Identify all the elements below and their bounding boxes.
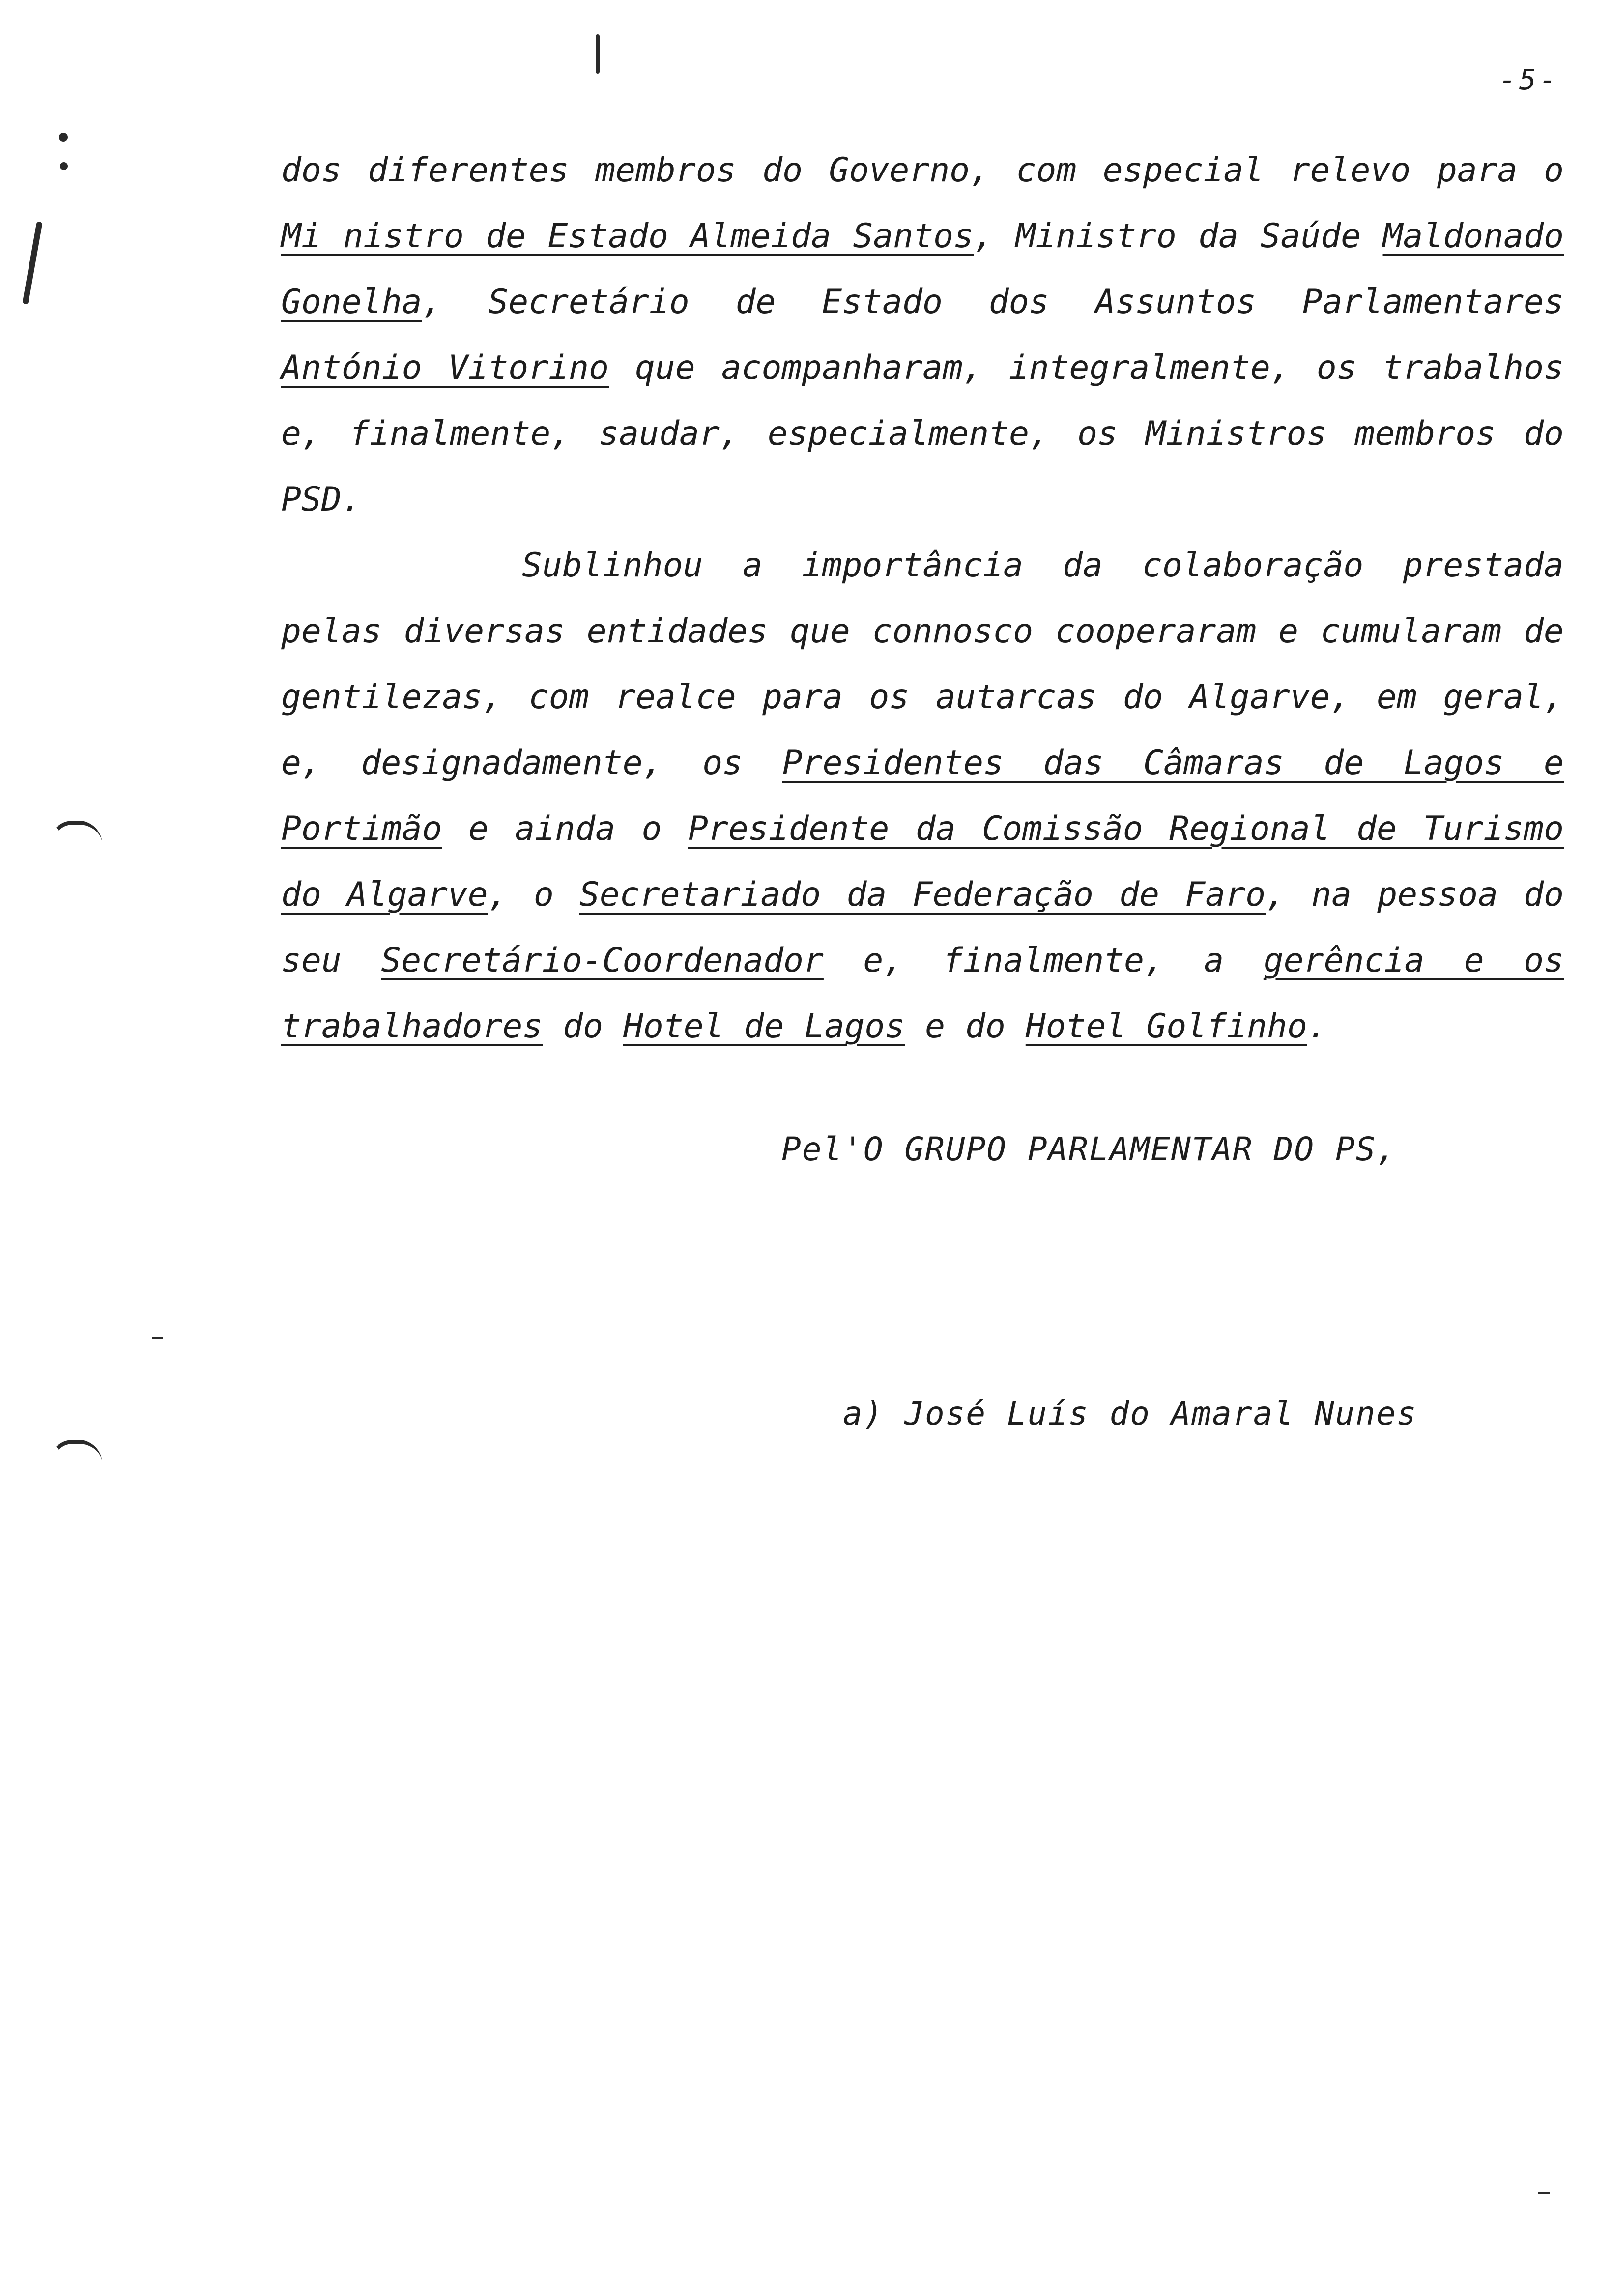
page-number: -5- (1499, 63, 1559, 96)
closing-line: Pel'O GRUPO PARLAMENTAR DO PS, (781, 1130, 1397, 1168)
underlined-text: Presidentes das Câmaras de Lagos e Portimão (281, 744, 1564, 848)
text-segment: do (543, 1007, 623, 1046)
text-segment: que acompanharam, integralmente, os trabalhos e, finalmente, saudar, especialmente, os Ministros membros do PSD. (281, 348, 1564, 519)
scan-dash-artifact (1538, 2192, 1550, 2194)
text-segment: e, finalmente, a (823, 941, 1264, 980)
signature-line: a) José Luís do Amaral Nunes (843, 1395, 1417, 1433)
underlined-text: António Vitorino (281, 348, 609, 387)
scan-stroke-artifact (22, 221, 42, 305)
paragraph-2 (281, 533, 1564, 1060)
scan-arc-artifact (49, 1440, 102, 1464)
text-segment: e do (905, 1007, 1026, 1046)
underlined-text: gerência e os trabalhadores (281, 941, 1564, 1046)
scan-arc-artifact (49, 821, 102, 844)
underlined-text: Hotel Golfinho (1025, 1007, 1307, 1046)
text-segment: , Ministro da Saúde (974, 217, 1383, 256)
text-segment: , na pessoa do seu (281, 875, 1564, 980)
underlined-text: Secretariado da Federação de Faro (579, 875, 1266, 914)
text-segment: Sublinhou a importância da colaboração prestada pelas diversas entidades que connosco cooperaram e cumularam de gentilezas, com realce para os autarcas do Algarve, em geral, e, designadamente, os (281, 546, 1564, 782)
text-segment: e ainda o (442, 809, 688, 848)
scan-stroke-artifact (596, 34, 600, 74)
scan-dot-artifact (59, 133, 68, 142)
underlined-text: Maldonado Gonelha (281, 217, 1564, 321)
document-body (281, 138, 1564, 1060)
text-segment: . (1307, 1007, 1327, 1046)
underlined-text: Secretário-Coordenador (381, 941, 824, 980)
scan-dot-artifact (60, 162, 68, 170)
scan-dash-artifact (152, 1337, 163, 1339)
text-segment: , Secretário de Estado dos Assuntos Parlamentares (422, 283, 1564, 321)
underlined-text: Hotel de Lagos (623, 1007, 905, 1046)
text-segment: , o (488, 875, 579, 914)
text-segment: dos diferentes membros do Governo, com especial relevo para o (281, 151, 1564, 190)
underlined-text: Mi nistro de Estado Almeida Santos (281, 217, 974, 256)
paragraph-1 (281, 138, 1564, 533)
underlined-text: Presidente da Comissão Regional de Turismo do Algarve (281, 809, 1564, 914)
